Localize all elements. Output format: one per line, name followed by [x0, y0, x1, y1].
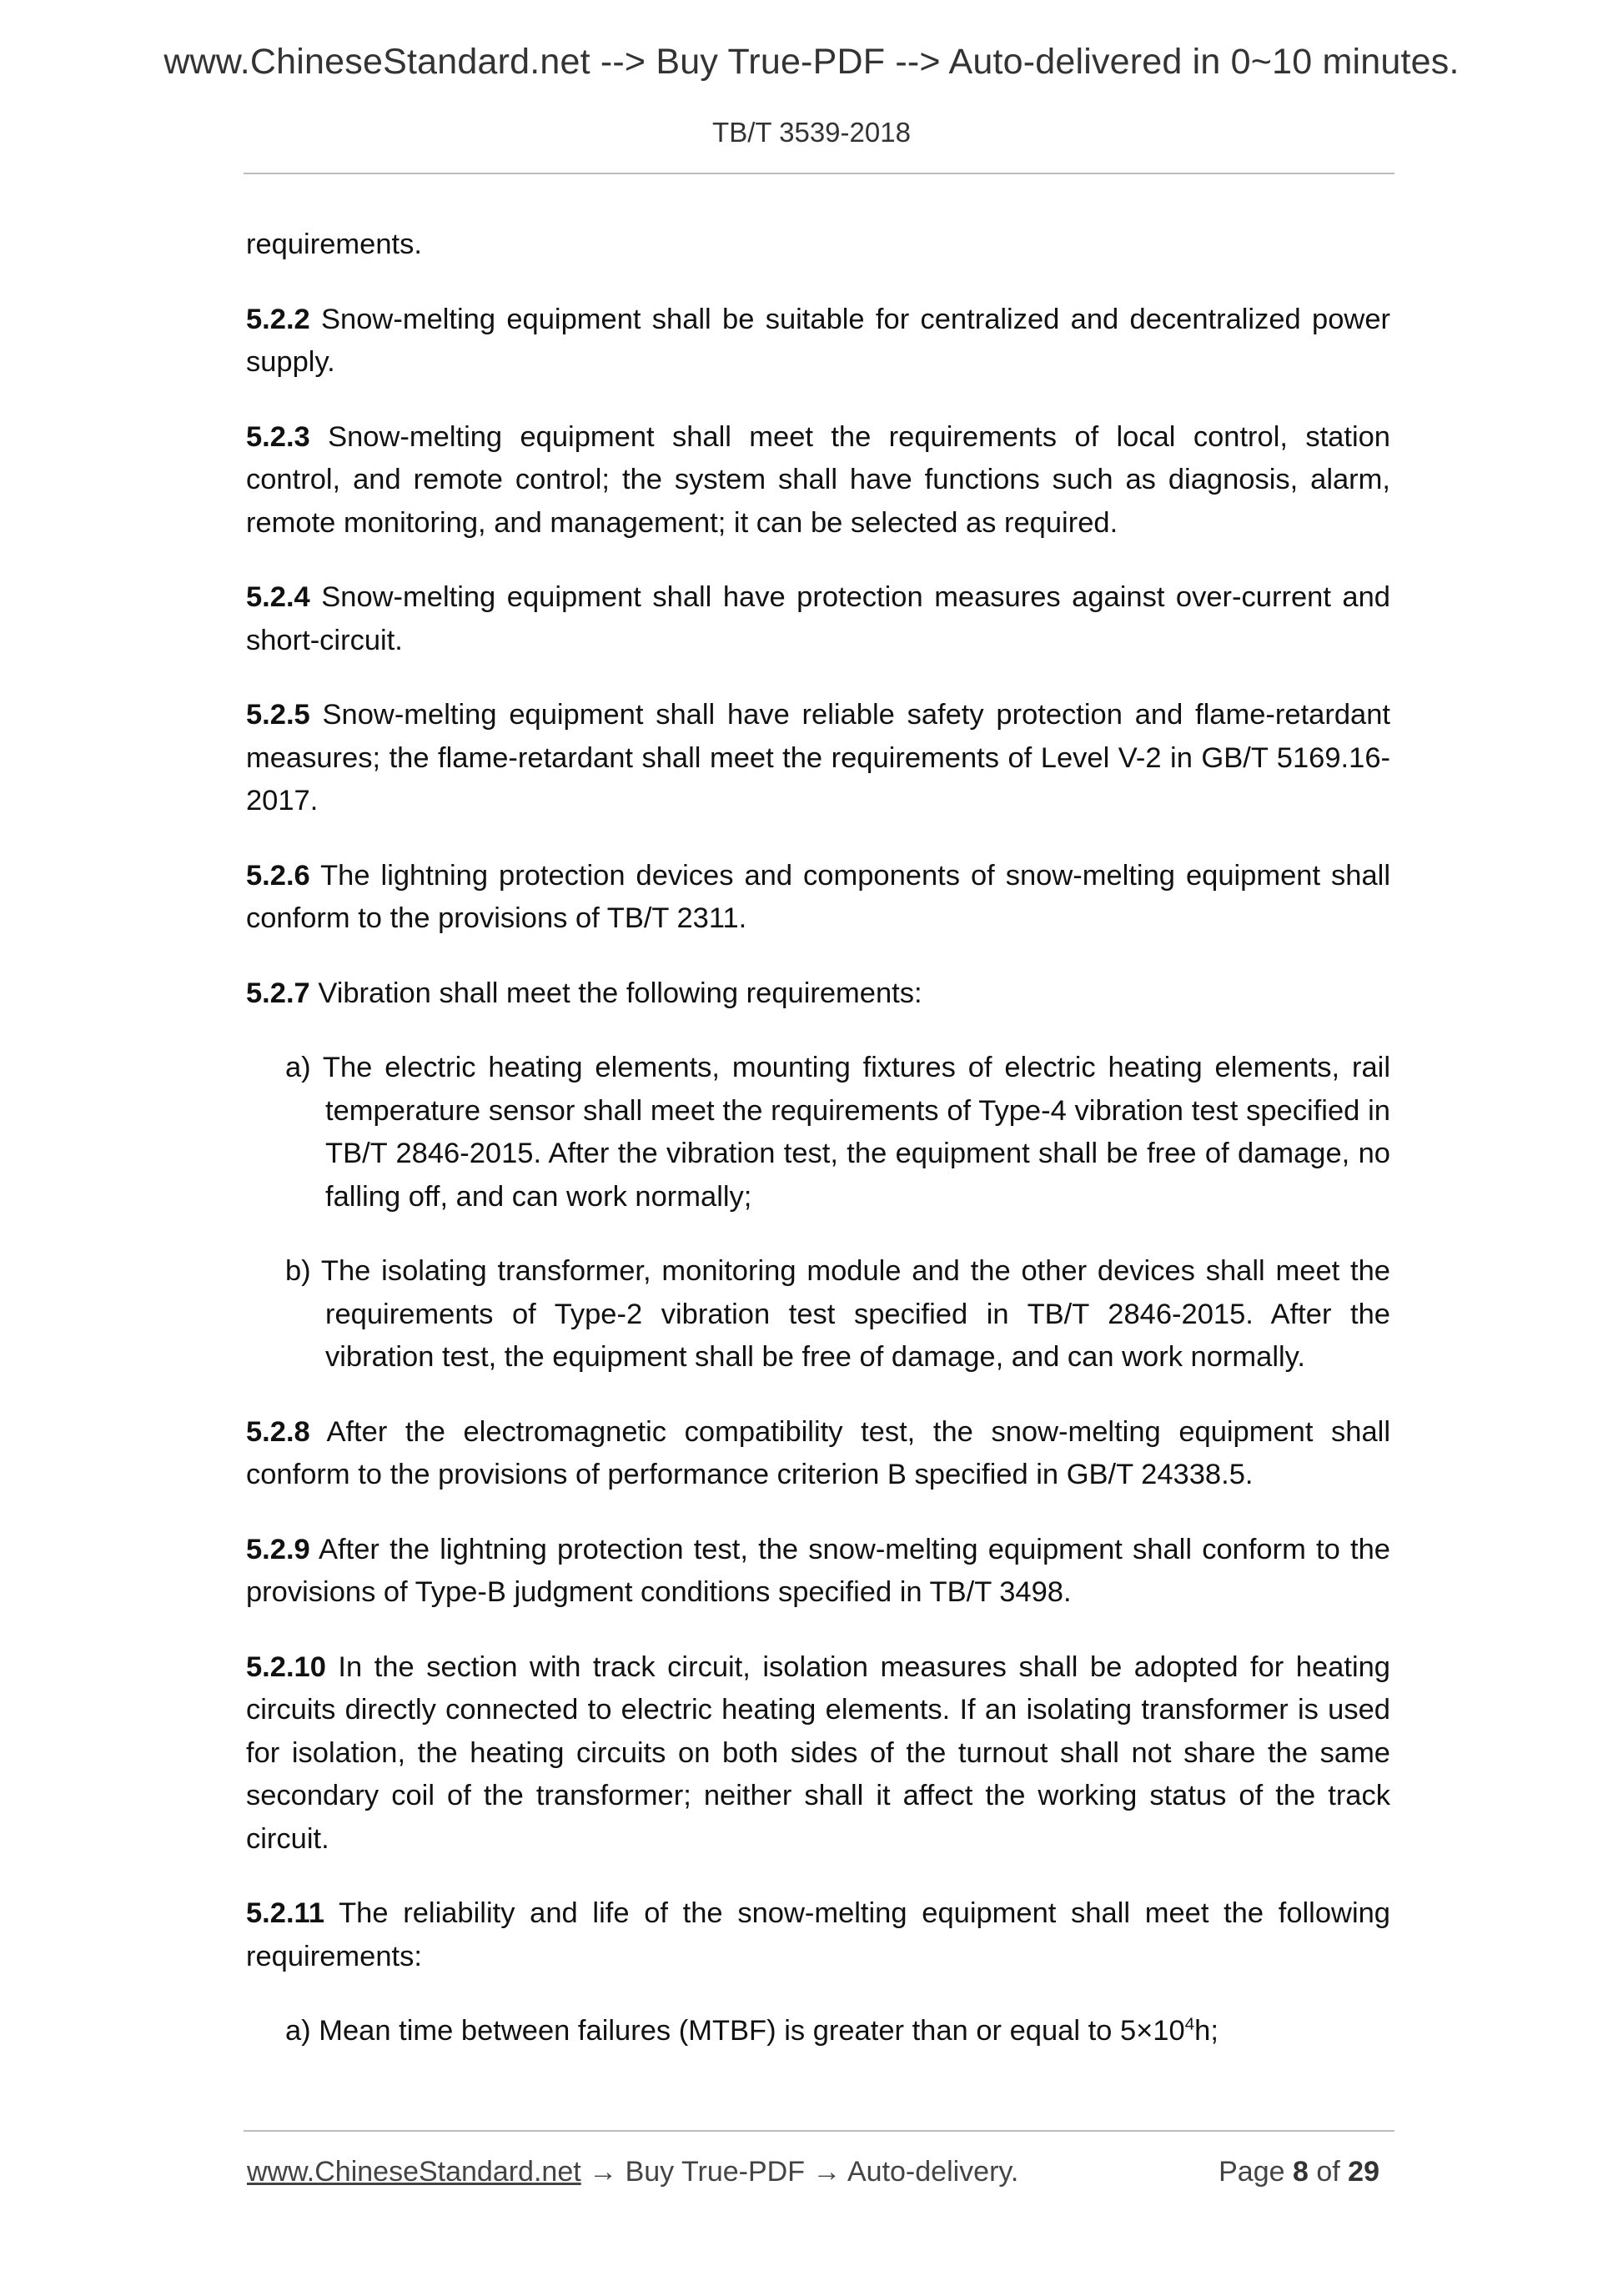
- clause-5-2-2: [246, 299, 1390, 384]
- clause-number: 5.2.4: [246, 581, 310, 613]
- clause-5-2-10: [246, 1646, 1390, 1861]
- page-content: [246, 224, 1390, 2085]
- clause-text: Snow-melting equipment shall meet the requirements of local control, station control, and remote control; the system shall have functions such as diagnosis, alarm, remote monitoring, and management; it can be selected as required.: [246, 420, 1390, 539]
- footer-left: [247, 2156, 1018, 2188]
- clause-text: Snow-melting equipment shall have protection measures against over-current and short-circuit.: [246, 581, 1390, 656]
- clause-number: 5.2.9: [246, 1533, 310, 1565]
- clause-5-2-9: [246, 1529, 1390, 1615]
- clause-text: The lightning protection devices and components of snow-melting equipment shall conform to the provisions of TB/T 2311.: [246, 859, 1390, 934]
- clause-number: 5.2.3: [246, 420, 310, 453]
- list-item: b) The isolating transformer, monitoring module and the other devices shall meet the requirements of Type-2 vibration test specified in TB/T 2846-2015. After the vibration test, the equipment shall be free of damage, and can work normally.: [285, 1255, 1390, 1373]
- clause-number: 5.2.11: [246, 1897, 325, 1929]
- page-total: 29: [1348, 2156, 1379, 2188]
- clause-text: In the section with track circuit, isolation measures shall be adopted for heating circuits directly connected to electric heating elements. If an isolating transformer is used for isolation, the heating circuits on both sides of the turnout shall not share the same secondary coil of the transformer; neither shall it affect the working status of the track circuit.: [246, 1650, 1390, 1855]
- page-label: Page: [1219, 2156, 1285, 2188]
- footer-text: → Buy True-PDF → Auto-delivery.: [580, 2156, 1019, 2188]
- clause-text: Snow-melting equipment shall have reliable safety protection and flame-retardant measures; the flame-retardant shall meet the requirements of Level V-2 in GB/T 5169.16-2017.: [246, 699, 1390, 816]
- clause-5-2-3: [246, 416, 1390, 545]
- clause-number: 5.2.2: [246, 303, 310, 335]
- clause-text: After the electromagnetic compatibility test, the snow-melting equipment shall conform to the provisions of performance criterion B specified in GB/T 24338.5.: [246, 1415, 1390, 1490]
- document-id: TB/T 3539-2018: [712, 117, 911, 148]
- footer-divider: [244, 2130, 1394, 2132]
- clause-number: 5.2.7: [246, 977, 310, 1009]
- clause-text: After the lightning protection test, the snow-melting equipment shall conform to the provisions of Type-B judgment conditions specified in TB/T 3498.: [246, 1533, 1390, 1608]
- clause-5-2-5: [246, 694, 1390, 823]
- page-number: 8: [1292, 2156, 1309, 2188]
- clause-text: Snow-melting equipment shall be suitable for centralized and decentralized power supply.: [246, 303, 1390, 378]
- mtbf-exponent: 4: [1184, 2014, 1195, 2034]
- header-divider: [244, 173, 1394, 174]
- clause-number: 5.2.8: [246, 1415, 310, 1448]
- clause-text: Vibration shall meet the following requirements:: [309, 977, 922, 1009]
- footer-link[interactable]: www.ChineseStandard.net: [247, 2156, 581, 2188]
- clause-5-2-7: [246, 972, 1390, 1016]
- of-label: of: [1316, 2156, 1340, 2188]
- list-item: a) The electric heating elements, mounting fixtures of electric heating elements, rail temperature sensor shall meet the requirements of Type-4 vibration test specified in TB/T 2846-2015. After the vibration test, the equipment shall be free of damage, no falling off, and can work normally;: [285, 1052, 1390, 1213]
- mtbf-unit: h;: [1194, 2015, 1219, 2047]
- top-banner: www.ChineseStandard.net --> Buy True-PDF --> Auto-delivered in 0~10 minutes.: [163, 42, 1460, 82]
- clause-5-2-8: [246, 1411, 1390, 1497]
- continuation-text: requirements.: [246, 229, 422, 260]
- clause-number: 5.2.10: [246, 1650, 326, 1683]
- clause-number: 5.2.6: [246, 859, 310, 892]
- mtbf-text: a) Mean time between failures (MTBF) is greater than or equal to 5×10: [285, 2015, 1185, 2047]
- clause-5-2-11: [246, 1892, 1390, 1978]
- page-indicator: [1219, 2156, 1379, 2188]
- clause-5-2-6: [246, 855, 1390, 941]
- clause-5-2-4: [246, 576, 1390, 662]
- clause-number: 5.2.5: [246, 699, 310, 731]
- mtbf-item: [246, 2010, 1390, 2053]
- clause-text: The reliability and life of the snow-melting equipment shall meet the following requirements:: [246, 1897, 1390, 1972]
